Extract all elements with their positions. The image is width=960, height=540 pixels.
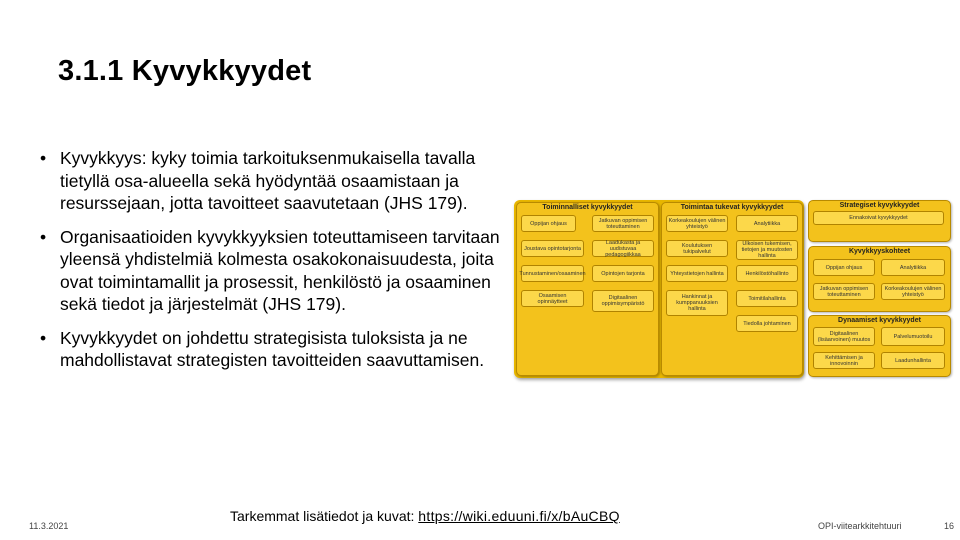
bullet-dot: • (40, 226, 47, 247)
capability-box: Henkilöstöhallinto (736, 265, 798, 282)
capability-box: Kehittämisen ja innovoinnin (813, 352, 875, 369)
composition-text: Organisaatioiden kyvykkyyksien toteuttamiseen tarvitaan yleensä yhdistelmiä kolmesta osakokonaisuudesta, joita ovat toimintamallit ja prosessit, henkilöstö ja osaaminen sekä tiedot ja järjestelmät (JHS 179). (60, 226, 500, 314)
capability-box: Osaamisen opinnäytteet (521, 290, 584, 307)
capability-box: Tunnustaminen/osaaminen (521, 265, 584, 282)
footer-date: 11.3.2021 (29, 521, 69, 531)
definition-text: : kyky toimia tarkoituksenmukaisella tavalla tietyllä osa-alueella sekä hyödyntää osaamistaan ja resurssejaan, jotta tavoitteet saavutetaan (JHS 179). (60, 148, 476, 213)
panel-title: Kyvykkyyskohteet (848, 248, 911, 255)
capability-box: Digitaalinen (lisäarvoinen) muutos (813, 327, 875, 346)
capability-box: Yhteystietojen hallinta (666, 265, 728, 282)
capability-box: Opintojen tarjonta (592, 265, 654, 282)
bullet-definition (40, 147, 500, 215)
capability-box: Laadukasta ja uudistuvaa pedagogiikkaa (592, 240, 654, 257)
capability-box: Jatkuvan oppimisen toteuttaminen (592, 215, 654, 232)
footer-wiki-link[interactable]: https://wiki.eduuni.fi/x/bAuCBQ (418, 508, 620, 524)
footer-organization: OPI-viitearkkitehtuuri (818, 521, 902, 531)
capability-box: Jatkuvan oppimisen toteuttaminen (813, 283, 875, 300)
capability-box: Korkeakoulujen välinen yhteistyö (666, 215, 728, 232)
panel-supporting-capabilities (661, 202, 803, 376)
capability-box: Palvelumuotoilu (881, 327, 945, 346)
capability-box: Analytiikka (881, 259, 945, 276)
panel-threshold-capabilities (808, 246, 951, 312)
term-kyvykkyys: Kyvykkyys (60, 148, 142, 168)
strategy-text: Kyvykkyydet on johdettu strategisista tuloksista ja ne mahdollistavat strategisten tavoitteiden saavuttamisen. (60, 327, 485, 370)
panel-dynamic-capabilities (808, 315, 951, 377)
capability-box: Hankinnat ja kumppanuuksien hallinta (666, 290, 728, 316)
capability-box: Joustava opintotarjonta (521, 240, 584, 257)
capability-box: Tiedolla johtaminen (736, 315, 798, 332)
panel-title: Dynaamiset kyvykkyydet (838, 317, 921, 324)
bullet-list (40, 147, 500, 383)
panel-title: Toiminnalliset kyvykkyydet (542, 204, 633, 211)
capability-box: Analytiikka (736, 215, 798, 232)
slide-title: 3.1.1 Kyvykkyydet (58, 55, 312, 87)
bullet-dot: • (40, 327, 47, 348)
capability-box: Oppijan ohjaus (813, 259, 875, 276)
capability-box: Ennakoivat kyvykkyydet (813, 211, 944, 225)
bullet-dot: • (40, 148, 47, 168)
footer-label: Tarkemmat lisätiedot ja kuvat: (230, 508, 419, 524)
capability-box: Toimitilahallinta (736, 290, 798, 307)
capability-box: Koulutuksen tukipalvelut (666, 240, 728, 257)
bullet-strategy (40, 327, 500, 372)
capability-box: Digitaalinen oppimisympäristö (592, 290, 654, 312)
panel-strategic-capabilities (808, 200, 951, 242)
bullet-composition (40, 226, 500, 316)
footer-more-info (230, 508, 620, 524)
capability-diagram-strategic (808, 200, 951, 378)
capability-diagram (514, 200, 804, 378)
capability-box: Korkeakoulujen välinen yhteistyö (881, 283, 945, 300)
page-number: 16 (944, 521, 955, 531)
capability-box: Laadunhallinta (881, 352, 945, 369)
panel-title: Strategiset kyvykkyydet (839, 202, 920, 209)
capability-box: Oppijan ohjaus (521, 215, 576, 232)
panel-operational-capabilities (516, 202, 659, 376)
panel-title: Toimintaa tukevat kyvykkyydet (680, 204, 784, 211)
capability-box: Ulkoisen tukemisen, tietojen ja muutosten hallinta (736, 240, 798, 260)
